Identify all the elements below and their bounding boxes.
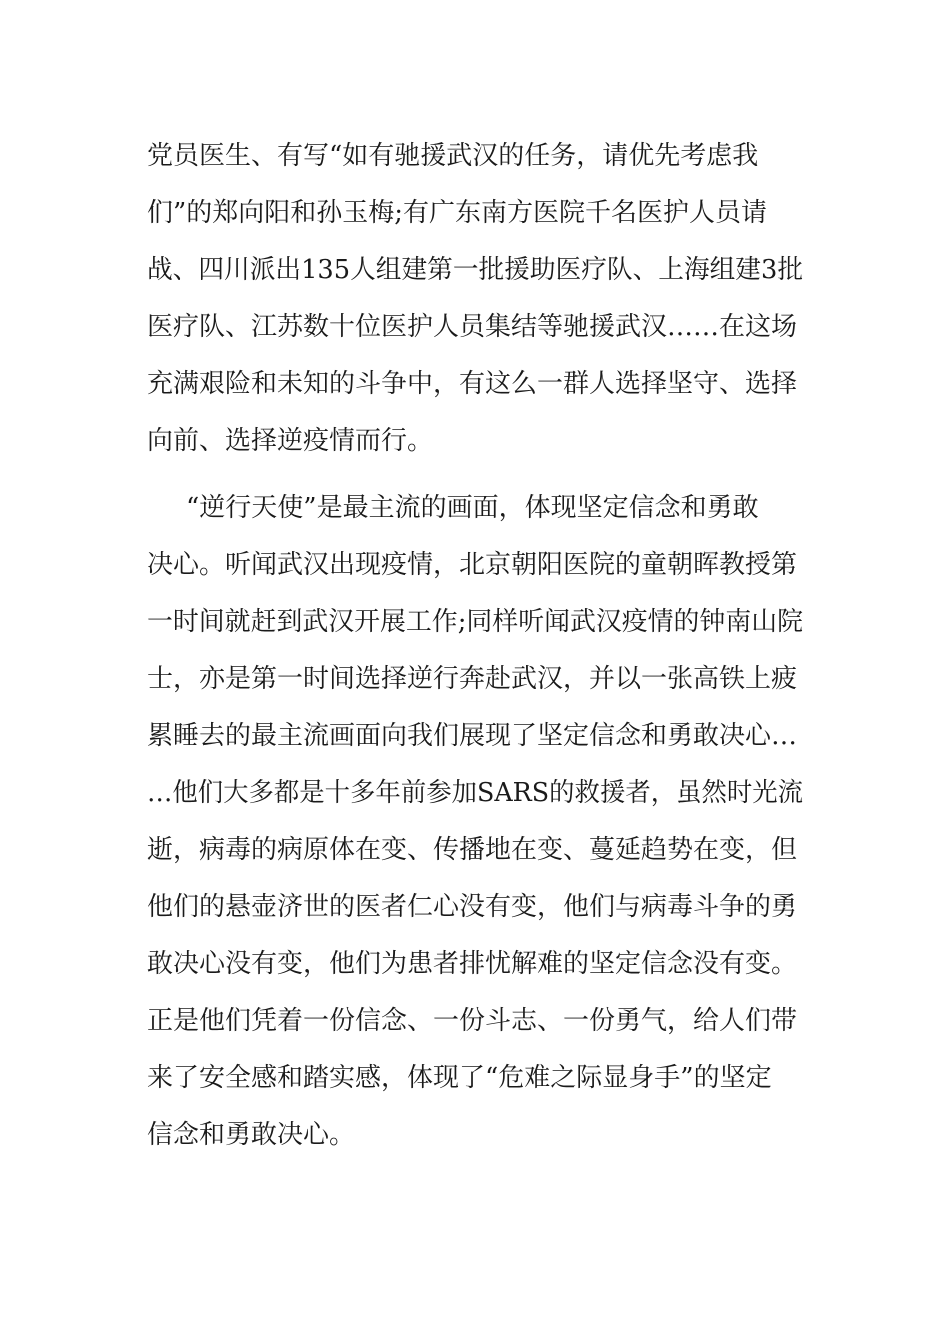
- paragraph-1-line-4: [0, 307, 950, 347]
- text-line: 党员医生、有写“如有驰援武汉的任务，请优先考虑我: [147, 141, 759, 171]
- paragraph-2-line-4: [0, 659, 950, 699]
- paragraph-1-line-5: [0, 364, 950, 404]
- paragraph-1-line-6: [0, 421, 950, 461]
- text-line: 向前、选择逆疫情而行。: [147, 426, 434, 456]
- paragraph-2-line-10: [0, 1001, 950, 1041]
- text-line: 正是他们凭着一份信念、一份斗志、一份勇气，给人们带: [147, 1006, 798, 1036]
- text-line: “逆行天使”是最主流的画面，体现坚定信念和勇敢: [186, 493, 759, 523]
- paragraph-2-line-2: [0, 545, 950, 585]
- text-line: 累睡去的最主流画面向我们展现了坚定信念和勇敢决心…: [147, 721, 798, 751]
- paragraph-2-line-1: [0, 488, 950, 528]
- text-line: 们”的郑向阳和孙玉梅;有广东南方医院千名医护人员请: [147, 198, 768, 228]
- text-line: 来了安全感和踏实感，体现了“危难之际显身手”的坚定: [147, 1063, 772, 1093]
- paragraph-1-line-2: [0, 193, 950, 233]
- text-line: 决心。听闻武汉出现疫情，北京朝阳医院的童朝晖教授第: [147, 550, 798, 580]
- paragraph-2-line-11: [0, 1058, 950, 1098]
- text-line: 士，亦是第一时间选择逆行奔赴武汉，并以一张高铁上疲: [147, 664, 798, 694]
- paragraph-2-line-9: [0, 944, 950, 984]
- text-line: 逝，病毒的病原体在变、传播地在变、蔓延趋势在变，但: [147, 835, 798, 865]
- text-line: …他们大多都是十多年前参加SARS的救援者，虽然时光流: [147, 778, 803, 808]
- text-line: 信念和勇敢决心。: [147, 1120, 356, 1150]
- text-line: 战、四川派出135人组建第一批援助医疗队、上海组建3批: [147, 255, 803, 285]
- text-line: 一时间就赶到武汉开展工作;同样听闻武汉疫情的钟南山院: [147, 607, 803, 637]
- text-line: 敢决心没有变，他们为患者排忧解难的坚定信念没有变。: [147, 949, 798, 979]
- paragraph-2-line-12: [0, 1115, 950, 1155]
- text-line: 充满艰险和未知的斗争中，有这么一群人选择坚守、选择: [147, 369, 798, 399]
- paragraph-2-line-7: [0, 830, 950, 870]
- text-line: 他们的悬壶济世的医者仁心没有变，他们与病毒斗争的勇: [147, 892, 798, 922]
- paragraph-2-line-6: [0, 773, 950, 813]
- paragraph-1-line-1: [0, 136, 950, 176]
- text-line: 医疗队、江苏数十位医护人员集结等驰援武汉……在这场: [147, 312, 798, 342]
- paragraph-2-line-3: [0, 602, 950, 642]
- paragraph-2-line-8: [0, 887, 950, 927]
- paragraph-2-line-5: [0, 716, 950, 756]
- paragraph-1-line-3: [0, 250, 950, 290]
